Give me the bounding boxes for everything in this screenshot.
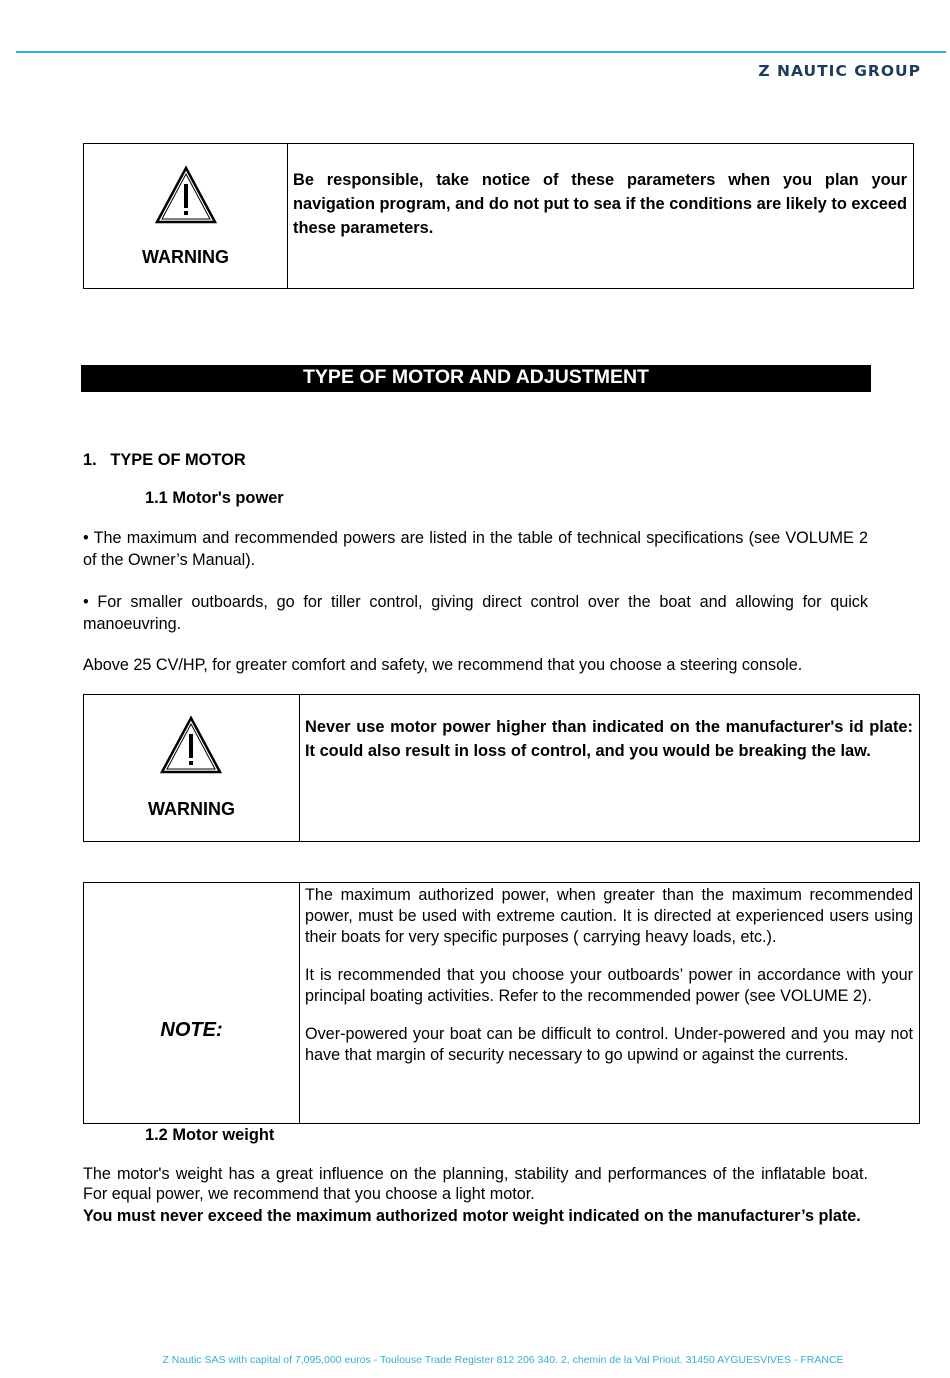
note-box	[83, 882, 920, 1124]
warning-label: WARNING	[142, 247, 229, 267]
note-text-cell	[299, 883, 919, 1123]
note-paragraph: It is recommended that you choose your outboards’ power in accordance with your principal boating activities. Refer to the recommended power (see VOLUME 2).	[305, 966, 913, 1005]
bullet-paragraph: • For smaller outboards, go for tiller control, giving direct control over the boat and allowing for quick manoeuvring.	[83, 593, 868, 633]
footer-company-info: Z Nautic SAS with capital of 7,095,000 euros - Toulouse Trade Register 812 206 340. 2, chemin de la Val Priout. 31450 AYGUESVIVES - FRANCE	[162, 1354, 844, 1366]
console-paragraph: Above 25 CV/HP, for greater comfort and safety, we recommend that you choose a steering console.	[83, 656, 803, 674]
warning-box-1	[83, 143, 914, 289]
warning-label: WARNING	[148, 799, 235, 819]
weight-warning-paragraph: You must never exceed the maximum authorized motor weight indicated on the manufacturer’s plate.	[83, 1207, 861, 1225]
section-title-bar: TYPE OF MOTOR AND ADJUSTMENT	[81, 365, 871, 392]
warning-box-2-text-cell	[299, 695, 919, 841]
warning-text: Never use motor power higher than indicated on the manufacturer's id plate: It could also result in loss of control, and you would be breaking the law.	[305, 718, 913, 760]
warning-box-2	[83, 694, 920, 842]
note-label-cell	[84, 883, 300, 1123]
header-rule	[16, 51, 946, 53]
subheading-motor-power: 1.1 Motor's power	[145, 489, 284, 507]
brand-logo-text: Z NAUTIC GROUP	[758, 62, 921, 80]
warning-triangle-icon	[154, 165, 218, 225]
note-label: NOTE:	[160, 1019, 223, 1041]
warning-text: Be responsible, take notice of these parameters when you plan your navigation program, and do not put to sea if the conditions are likely to exceed these parameters.	[293, 171, 907, 237]
subheading-motor-weight: 1.2 Motor weight	[145, 1126, 275, 1144]
warning-box-1-icon-cell	[84, 144, 288, 288]
note-paragraph: Over-powered your boat can be difficult to control. Under-powered and you may not have that margin of security necessary to go upwind or against the currents.	[305, 1025, 913, 1064]
warning-box-2-icon-cell	[84, 695, 300, 841]
note-paragraph: The maximum authorized power, when greater than the maximum recommended power, must be used with extreme caution. It is directed at experienced users using their boats for very specific purposes ( carrying heavy loads, etc.).	[305, 886, 913, 946]
weight-paragraph: The motor's weight has a great influence on the planning, stability and performances of the inflatable boat. For equal power, we recommend that you choose a light motor.	[83, 1165, 868, 1203]
bullet-paragraph: • The maximum and recommended powers are listed in the table of technical specifications (see VOLUME 2 of the Owner’s Manual).	[83, 529, 868, 569]
warning-box-1-text-cell	[287, 144, 913, 288]
warning-triangle-icon	[159, 715, 223, 775]
heading-type-of-motor: 1. TYPE OF MOTOR	[83, 451, 246, 469]
